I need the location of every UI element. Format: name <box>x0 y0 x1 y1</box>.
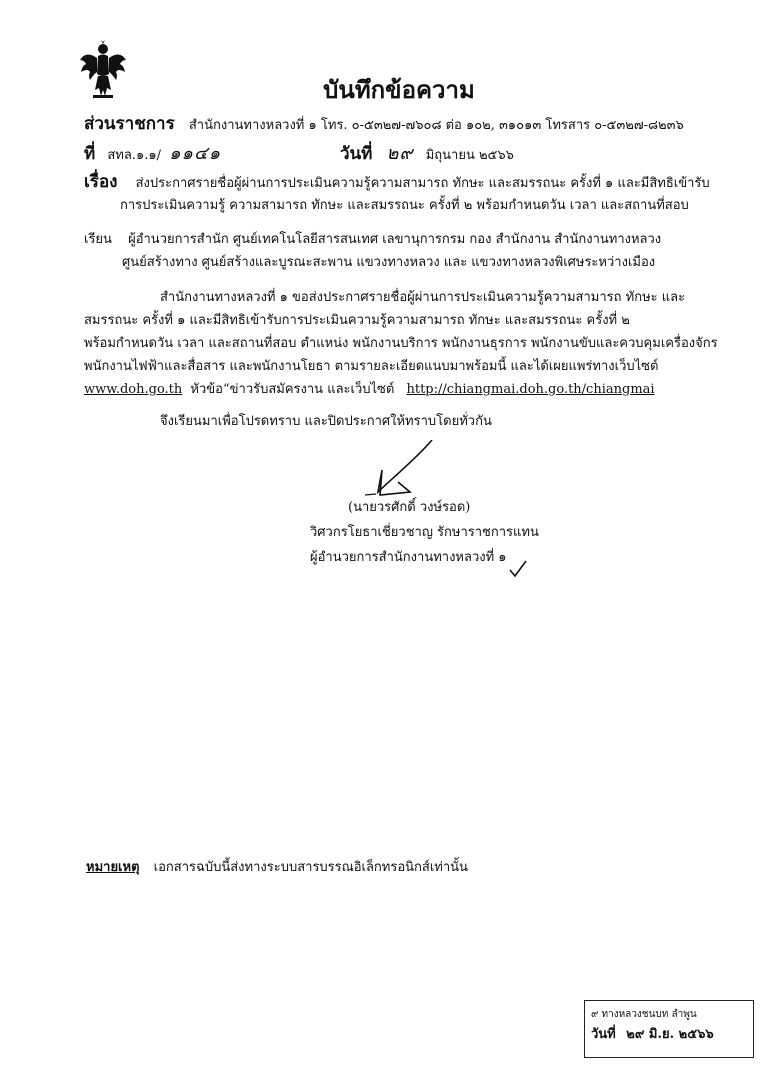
website2-link[interactable]: http://chiangmai.doh.go.th/chiangmai <box>406 382 655 397</box>
signer-name: (นายวรศักดิ์ วงษ์รอด) <box>348 500 471 515</box>
stamp-date-row <box>591 1025 747 1045</box>
receipt-stamp <box>584 1000 754 1058</box>
reference-label: ที่ <box>84 144 96 164</box>
to-line-2: ศูนย์สร้างทาง ศูนย์สร้างและบูรณะสะพาน แขวงทางหลวง และ แขวงทางหลวงพิเศษระหว่างเมือง <box>122 255 656 270</box>
subject-line-2: การประเมินความรู้ ความสามารถ ทักษะ และสมรรถนะ ครั้งที่ ๒ พร้อมกำหนดวัน เวลา และสถานที่สอบ <box>120 198 689 213</box>
body-line-2: สมรรถนะ ครั้งที่ ๑ และมีสิทธิเข้ารับการประเมินความรู้ความสามารถ ทักษะ และสมรรถนะ ครั้งที่ ๒ <box>84 313 630 328</box>
subject-label: เรื่อง <box>84 172 118 192</box>
date-label: วันที่ <box>340 144 373 164</box>
agency-text: สำนักงานทางหลวงที่ ๑ โทร. ๐-๕๓๒๗-๗๖๐๘ ต่อ ๑๐๒, ๓๑๐๑๓ โทรสาร ๐-๕๓๒๗-๘๒๓๖ <box>188 118 684 133</box>
reference-number: ๑๑๔๑ <box>169 143 222 164</box>
to-row <box>84 228 661 249</box>
stamp-date-label: วันที่ <box>591 1027 616 1042</box>
date-row <box>340 138 514 167</box>
document-title: บันทึกข้อความ <box>323 75 475 104</box>
agency-row <box>84 110 684 137</box>
note-row <box>86 856 468 877</box>
signature-scribble-icon <box>360 440 480 500</box>
signer-position-2: ผู้อำนวยการสำนักงานทางหลวงที่ ๑ <box>310 550 507 565</box>
website-link[interactable]: www.doh.go.th <box>84 382 183 397</box>
to-label: เรียน <box>84 232 112 247</box>
closing-text: จึงเรียนมาเพื่อโปรดทราบ และปิดประกาศให้ทราบโดยทั่วกัน <box>160 414 492 429</box>
note-text: เอกสารฉบับนี้ส่งทางระบบสารบรรณอิเล็กทรอนิกส์เท่านั้น <box>153 860 468 875</box>
reference-prefix: สทล.๑.๑/ <box>107 148 161 163</box>
stamp-line-1: ๙ ทางหลวงชนบท ลำพูน <box>591 1009 697 1020</box>
subject-row <box>84 168 710 195</box>
signer-position-1: วิศวกรโยธาเชี่ยวชาญ รักษาราชการแทน <box>310 525 539 540</box>
agency-label: ส่วนราชการ <box>84 114 175 134</box>
date-month-year: มิถุนายน ๒๕๖๖ <box>425 148 514 163</box>
checkmark-icon <box>508 560 528 578</box>
reference-row <box>84 138 221 167</box>
to-line-1: ผู้อำนวยการสำนัก ศูนย์เทคโนโลยีสารสนเทศ เลขานุการกรม กอง สำนักงาน สำนักงานทางหลวง <box>128 232 662 247</box>
topic-text: หัวข้อ“ข่าวรับสมัครงาน และเว็บไซต์ <box>190 382 395 397</box>
body-line-1: สำนักงานทางหลวงที่ ๑ ขอส่งประกาศรายชื่อผู้ผ่านการประเมินความรู้ความสามารถ ทักษะ และ <box>160 290 686 305</box>
body-line-3: พร้อมกำหนดวัน เวลา และสถานที่สอบ ตำแหน่ง พนักงานบริการ พนักงานธุรการ พนักงานขับและควบคุมเครื่องจักร <box>84 336 718 351</box>
subject-line-1: ส่งประกาศรายชื่อผู้ผ่านการประเมินความรู้ความสามารถ ทักษะ และสมรรถนะ ครั้งที่ ๑ และมีสิทธิเข้ารับ <box>135 176 710 191</box>
body-line-4: พนักงานไฟฟ้าและสื่อสาร และพนักงานโยธา ตามรายละเอียดแนบมาพร้อมนี้ และได้เผยแพร่ทางเว็บไซต์ <box>84 359 659 374</box>
note-label: หมายเหตุ <box>86 860 140 875</box>
date-day: ๒๙ <box>386 143 414 164</box>
stamp-date-value: ๒๙ มิ.ย. ๒๕๖๖ <box>626 1027 714 1042</box>
body-line-5 <box>84 378 655 399</box>
